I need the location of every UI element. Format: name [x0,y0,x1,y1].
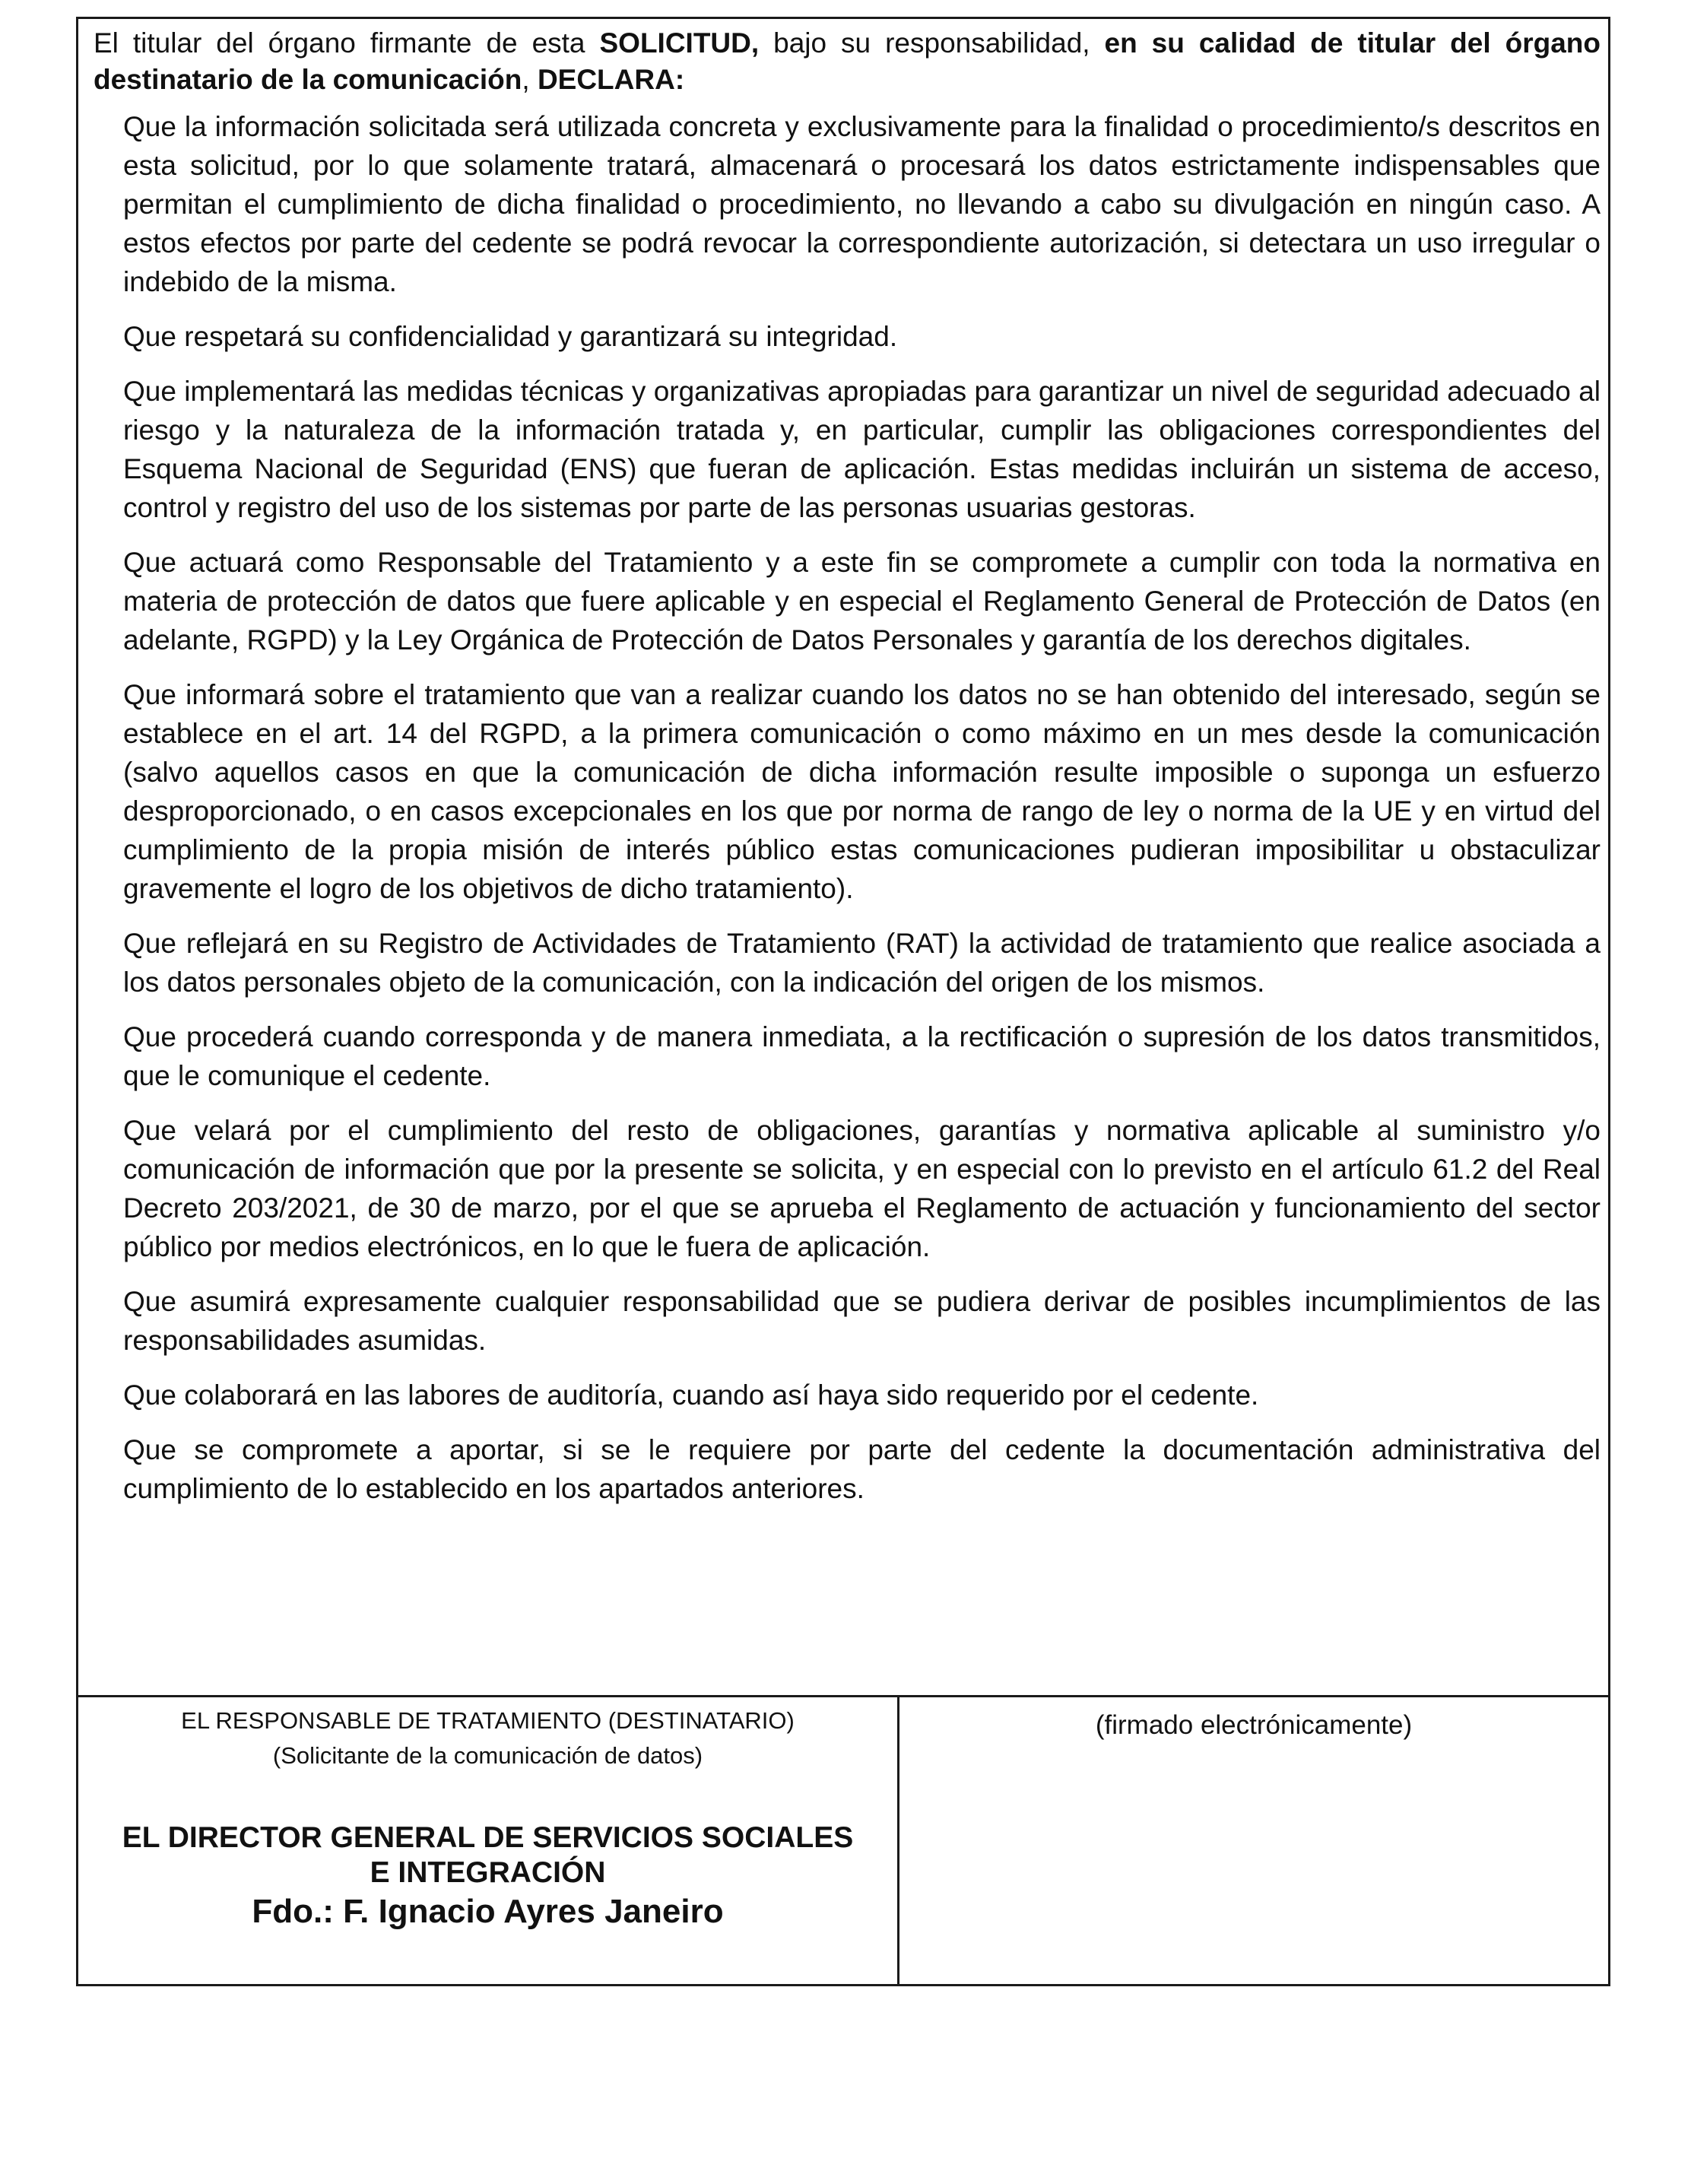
intro-text-1: El titular del órgano firmante de esta [94,27,600,59]
intro-bold-declara: DECLARA: [537,64,685,95]
intro-text-3: , [522,64,538,95]
signer-name: Fdo.: F. Ignacio Ayres Janeiro [252,1893,724,1930]
signer-title-line-2: E INTEGRACIÓN [370,1856,606,1889]
declaration-item: Que colaborará en las labores de auditoría, cuando así haya sido requerido por el cedente. [123,1379,1259,1411]
declaration-form [76,17,1610,1986]
intro-bold-capacity: en su calidad de titular del órgano destinatario de la comunicación [94,27,1601,95]
declaration-item: Que se compromete a aportar, si se le requiere por parte del cedente la documentación administrativa del cumplimiento de lo establecido en los apartados anteriores. [123,1434,1601,1504]
electronic-signature-cell [899,1697,1608,1984]
signature-block [78,1697,899,1984]
intro-paragraph [94,25,1601,98]
declaration-item: Que la información solicitada será utilizada concreta y exclusivamente para la finalidad o procedimiento/s descritos en esta solicitud, por lo que solamente tratará, almacenará o procesará los datos estrictamente indispensables que permitan el cumplimiento de dicha finalidad o procedimiento, no llevando a cabo su divulgación en ningún caso. A estos efectos por parte del cedente se podrá revocar la correspondiente autorización, si detectara un uso irregular o indebido de la misma. [123,111,1601,297]
declaration-item: Que respetará su confidencialidad y garantizará su integridad. [123,321,898,352]
declaration-item: Que informará sobre el tratamiento que van a realizar cuando los datos no se han obtenido del interesado, según se establece en el art. 14 del RGPD, a la primera comunicación o como máximo en un mes desde la comunicación (salvo aquellos casos en que la comunicación de dicha información resulte imposible o suponga un esfuerzo desproporcionado, o en casos excepcionales en los que por norma de rango de ley o norma de la UE y en virtud del cumplimiento de la propia misión de interés público estas comunicaciones pudieran imposibilitar u obstaculizar gravemente el logro de los objetivos de dicho tratamiento). [123,679,1601,904]
declaration-body [78,19,1608,1697]
signer-title [78,1821,897,1890]
declaration-item: Que velará por el cumplimiento del resto de obligaciones, garantías y normativa aplicable al suministro y/o comunicación de información que por la presente se solicita, y en especial con lo previsto en el artículo 61.2 del Real Decreto 203/2021, de 30 de marzo, por el que se aprueba el Reglamento de actuación y funcionamiento del sector público por medios electrónicos, en lo que le fuera de aplicación. [123,1115,1601,1262]
electronic-signature-note: (firmado electrónicamente) [1095,1710,1413,1740]
declaration-item: Que asumirá expresamente cualquier responsabilidad que se pudiera derivar de posibles incumplimientos de las responsabilidades asumidas. [123,1286,1601,1356]
intro-text-2: bajo su responsabilidad, [759,27,1105,59]
signer-role: EL RESPONSABLE DE TRATAMIENTO (DESTINATARIO) [181,1707,795,1734]
declaration-item: Que implementará las medidas técnicas y organizativas apropiadas para garantizar un nivel de seguridad adecuado al riesgo y la naturaleza de la información tratada y, en particular, cumplir las obligaciones correspondientes del Esquema Nacional de Seguridad (ENS) que fueran de aplicación. Estas medidas incluirán un sistema de acceso, control y registro del uso de los sistemas por parte de las personas usuarias gestoras. [123,376,1601,523]
declaration-item: Que procederá cuando corresponda y de manera inmediata, a la rectificación o supresión de los datos transmitidos, que le comunique el cedente. [123,1021,1601,1091]
declaration-item: Que reflejará en su Registro de Actividades de Tratamiento (RAT) la actividad de tratamiento que realice asociada a los datos personales objeto de la comunicación, con la indicación del origen de los mismos. [123,928,1601,998]
signer-title-line-1: EL DIRECTOR GENERAL DE SERVICIOS SOCIALES [122,1821,854,1854]
intro-bold-solicitud: SOLICITUD, [599,27,760,59]
declaration-item: Que actuará como Responsable del Tratamiento y a este fin se compromete a cumplir con toda la normativa en materia de protección de datos que fuere aplicable y en especial el Reglamento General de Protección de Datos (en adelante, RGPD) y la Ley Orgánica de Protección de Datos Personales y garantía de los derechos digitales. [123,547,1601,656]
signer-role-subtitle: (Solicitante de la comunicación de datos) [272,1742,703,1769]
